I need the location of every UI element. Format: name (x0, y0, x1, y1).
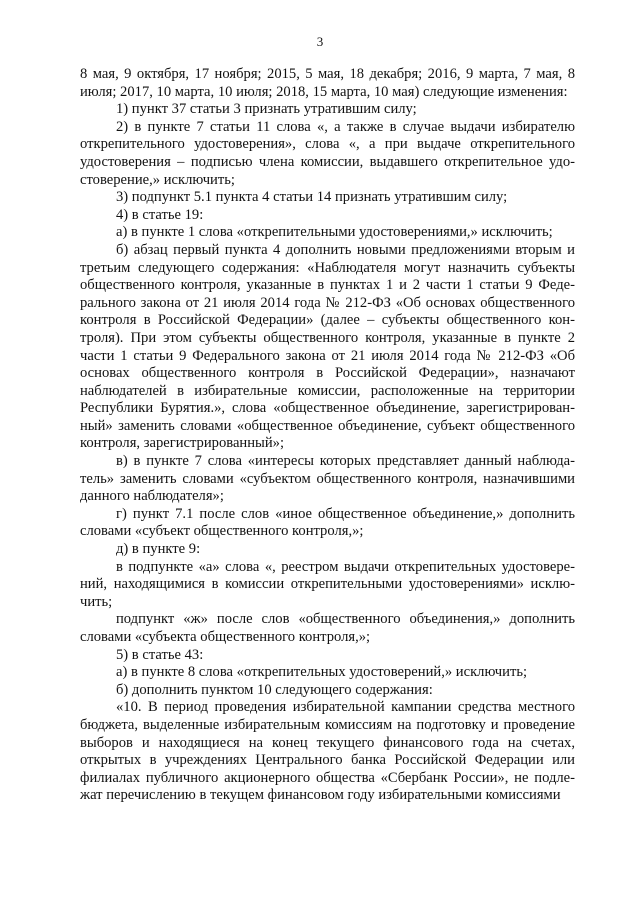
paragraph: «10. В период проведения избирательной кампании средства местного бюджета, выделенные избирательным комиссиям на подготовку и проведение выборов и находящиеся на конец текущего финансового года на счетах, открытых в учреждениях Центрального банка Российской Федерации или филиалах публичного акционерного общества «Сбербанк России», не подлежат перечислению в текущем финансовом году избирательными комиссиями (80, 699, 575, 804)
paragraph: 4) в статье 19: (116, 206, 204, 223)
paragraph: а) в пункте 1 слова «открепительными удостоверениями,» исключить; (116, 224, 553, 241)
paragraph: в подпункте «а» слова «, реестром выдачи открепительных удостоверений, находящимися в комиссии открепительными удостоверениями» исключить; (80, 558, 575, 610)
paragraph: подпункт «ж» после слов «общественного объединения,» дополнить словами «субъекта общественного контроля,»; (80, 611, 575, 645)
paragraph: д) в пункте 9: (116, 541, 201, 558)
page-number: 3 (316, 34, 324, 49)
paragraph: 2) в пункте 7 статьи 11 слова «, а также в случае выдачи избирателю открепительного удостоверения», слова «, а при выдаче открепительного удостоверения – подписью члена комиссии, выдавшего открепительное удостоверение,» исключить; (80, 118, 575, 188)
paragraph: а) в пункте 8 слова «открепительных удостоверений,» исключить; (116, 664, 528, 681)
document-body (80, 66, 575, 805)
paragraph: 8 мая, 9 октября, 17 ноября; 2015, 5 мая, 18 декабря; 2016, 9 марта, 7 мая, 8 июля; 2017, 10 марта, 10 июля; 2018, 15 марта, 10 мая) следующие изменения: (80, 66, 575, 100)
paragraph: в) в пункте 7 слова «интересы которых представляет данный наблюдатель» заменить словами «субъектом общественного контроля, назначившими данного наблюдателя»; (80, 453, 575, 505)
paragraph: б) дополнить пунктом 10 следующего содержания: (116, 681, 433, 698)
paragraph: г) пункт 7.1 после слов «иное общественное объединение,» дополнить словами «субъект общественного контроля,»; (80, 505, 575, 540)
paragraph: 5) в статье 43: (116, 646, 204, 663)
paragraph: 3) подпункт 5.1 пункта 4 статьи 14 признать утратившим силу; (116, 189, 508, 206)
paragraph: 1) пункт 37 статьи 3 признать утратившим силу; (116, 101, 417, 118)
paragraph: б) абзац первый пункта 4 дополнить новыми предложениями вторым и третьим следующего содержания: «Наблюдателя могут назначить субъекты общественного контроля, указанные в пунктах 1 и 2 части 1 статьи 9 Федерального закона от 21 июля 2014 года № 212-ФЗ «Об основах общественного контроля в Российской Федерации» (далее – субъекты общественного контроля). При этом субъекты общественного контроля, указанные в пункте 2 части 1 статьи 9 Федерального закона от 21 июля 2014 года № 212-ФЗ «Об основах общественного контроля в Российской Федерации», назначают наблюдателей в избирательные комиссии, расположенные на территории Республики Бурятия.», слова «общественное объединение, зарегистрированный» заменить словами «общественное объединение, субъект общественного контроля, зарегистрированный»; (80, 241, 575, 452)
